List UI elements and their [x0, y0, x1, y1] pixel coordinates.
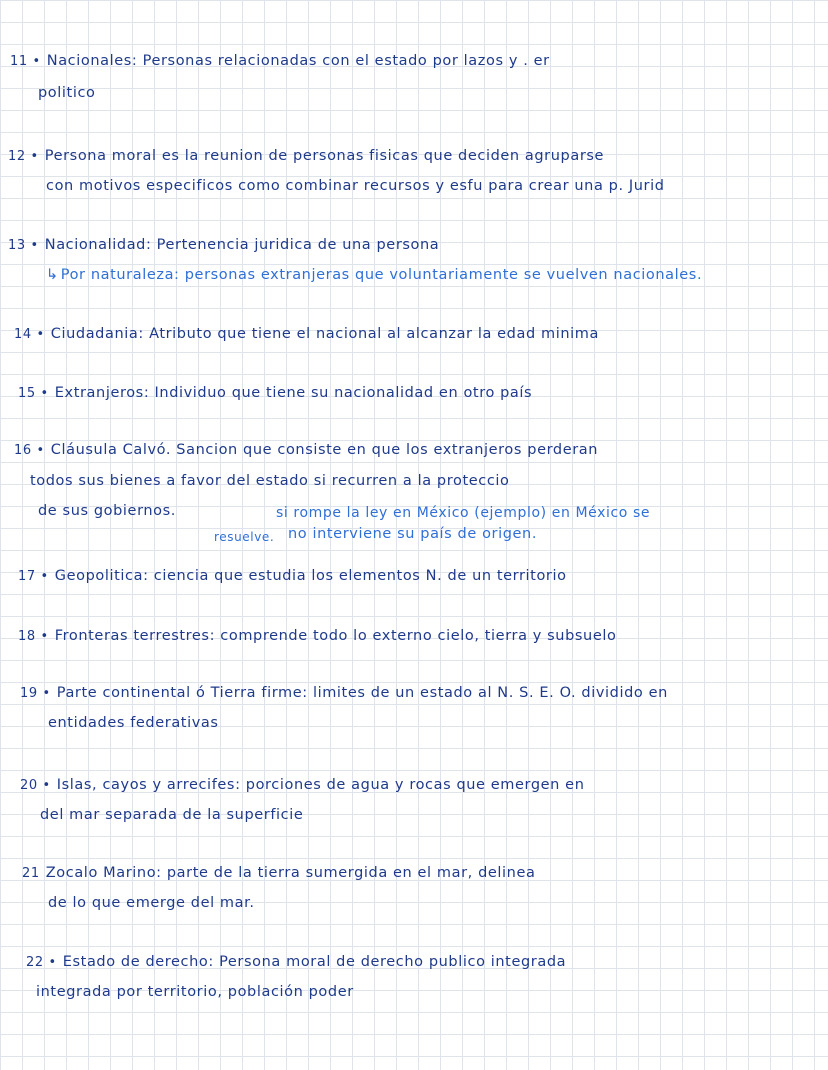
note-17-number: 17 • — [18, 569, 49, 584]
note-13-line-1 — [8, 236, 439, 255]
note-22-text-1: Estado de derecho: Persona moral de derecho publico integrada — [62, 954, 567, 970]
note-14-text-1: Ciudadania: Atributo que tiene el nacional al alcanzar la edad minima — [50, 326, 599, 342]
note-20-line-1 — [20, 776, 585, 795]
note-11-text-1: Nacionales: Personas relacionadas con el estado por lazos y . er — [46, 53, 550, 69]
note-13-sub-text: Por naturaleza: personas extranjeras que voluntariamente se vuelven nacionales. — [60, 267, 703, 283]
note-11-line-2: politico — [38, 85, 96, 101]
note-21-line-2: de lo que emerge del mar. — [48, 895, 255, 911]
note-19-text-1: Parte continental ó Tierra firme: limites de un estado al N. S. E. O. dividido en — [56, 685, 668, 701]
note-19-line-2: entidades federativas — [48, 715, 219, 731]
note-19-number: 19 • — [20, 686, 51, 701]
note-15-number: 15 • — [18, 386, 49, 401]
note-20-number: 20 • — [20, 778, 51, 793]
note-18-text-1: Fronteras terrestres: comprende todo lo externo cielo, tierra y subsuelo — [54, 628, 617, 644]
note-17-line-1 — [18, 567, 567, 586]
note-16-line-3: de sus gobiernos. — [38, 503, 177, 519]
note-16-number: 16 • — [14, 443, 45, 458]
note-16-text-1: Cláusula Calvó. Sancion que consiste en que los extranjeros perderan — [50, 442, 599, 458]
note-21-text-1: Zocalo Marino: parte de la tierra sumergida en el mar, delinea — [45, 865, 536, 881]
note-11-number: 11 • — [10, 54, 41, 69]
note-13-number: 13 • — [8, 238, 39, 253]
note-11-line-1 — [10, 52, 550, 71]
note-12-text-1: Persona moral es la reunion de personas fisicas que deciden agruparse — [44, 148, 605, 164]
note-21-line-1 — [22, 864, 535, 883]
note-12-number: 12 • — [8, 149, 39, 164]
note-16-blue-extra-2: resuelve. — [214, 530, 275, 544]
note-17-text-1: Geopolitica: ciencia que estudia los elementos N. de un territorio — [54, 568, 567, 584]
note-16-line-2: todos sus bienes a favor del estado si recurren a la proteccio — [30, 473, 510, 489]
note-20-text-1: Islas, cayos y arrecifes: porciones de agua y rocas que emergen en — [56, 777, 585, 793]
note-22-number: 22 • — [26, 955, 57, 970]
note-22-line-2: integrada por territorio, población poder — [36, 984, 354, 1000]
note-13-sub-line — [46, 266, 702, 284]
note-18-line-1 — [18, 627, 616, 646]
note-19-line-1 — [20, 684, 668, 703]
note-13-text-1: Nacionalidad: Pertenencia juridica de una persona — [44, 237, 440, 253]
note-21-number: 21 — [22, 866, 40, 881]
note-14-number: 14 • — [14, 327, 45, 342]
note-14-line-1 — [14, 325, 599, 344]
note-15-line-1 — [18, 384, 532, 403]
note-22-line-1 — [26, 953, 566, 972]
note-16-line-1 — [14, 441, 598, 460]
arrow-icon: ↳ — [46, 267, 59, 283]
note-12-line-2: con motivos especificos como combinar recursos y esfu para crear una p. Jurid — [46, 178, 665, 194]
note-12-line-1 — [8, 147, 604, 166]
note-20-line-2: del mar separada de la superficie — [40, 807, 304, 823]
note-16-blue-extra: si rompe la ley en México (ejemplo) en México se — [276, 505, 651, 521]
note-16-blue-extra-3: no interviene su país de origen. — [288, 526, 538, 542]
note-15-text-1: Extranjeros: Individuo que tiene su nacionalidad en otro país — [54, 385, 533, 401]
note-18-number: 18 • — [18, 629, 49, 644]
